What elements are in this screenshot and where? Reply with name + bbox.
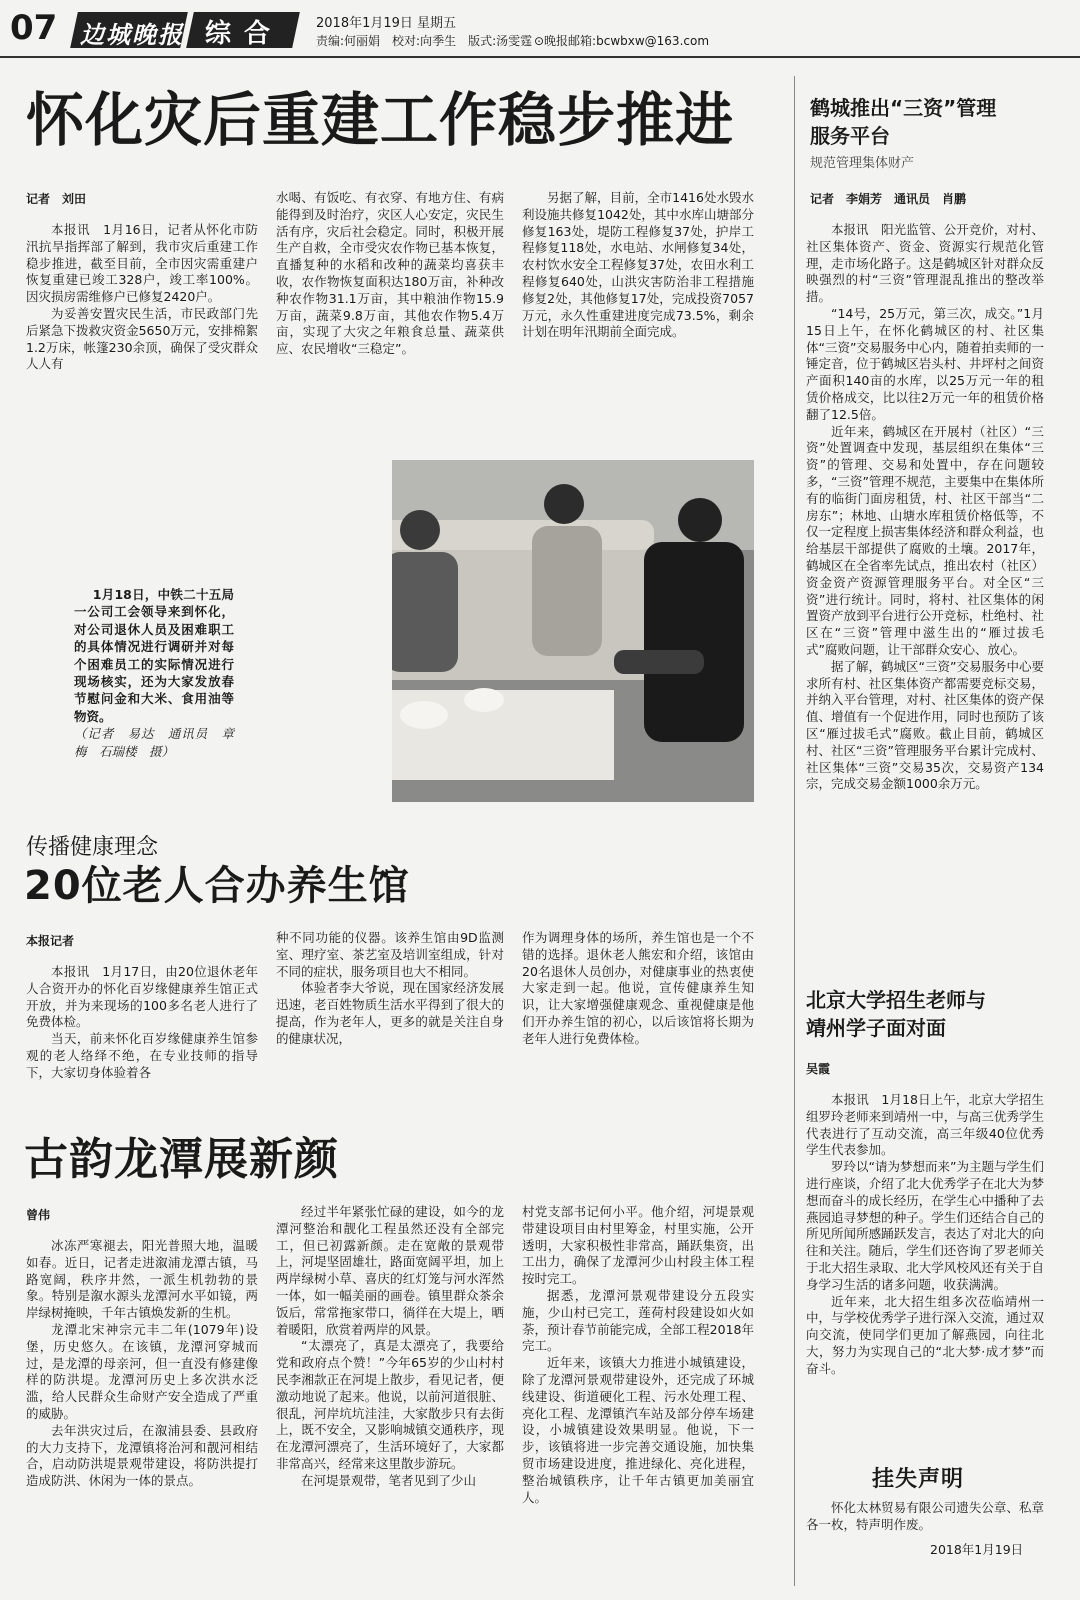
article3-col1-p2: 龙潭北宋神宗元丰二年(1079年)设堡，历史悠久。在该镇，龙潭河穿城而过，是龙潭的母亲河，但一直没有修建像样的防洪堤。龙潭河历史上多次洪水泛滥，给人民群众生命财产安全造成了严重的威胁。 — [26, 1321, 258, 1421]
notice-title: 挂失声明 — [872, 1467, 965, 1492]
article3-col1-p1: 冰冻严寒褪去，阳光普照大地，温暖如春。近日，记者走进溆浦龙潭古镇，马路宽阔，秩序井然，一派生机勃勃的景象。特别是溆水源头龙潭河水平如镜，两岸绿树掩映，千年古镇焕发新的生机。 — [26, 1238, 258, 1321]
article1-col1-p2: 为妥善安置灾民生活，市民政部门先后紧急下拨救灾资金5650万元，安排棉絮1.2万床，帐篷230余顶，确保了受灾群众人人有 — [26, 305, 258, 372]
article2-byline: 本报记者 — [26, 934, 75, 948]
article1-col3-p1: 另据了解，目前，全市1416处水毁水利设施共修复1042处，其中水库山塘部分修复163处，堤防工程修复37处，护岸工程修复118处，水电站、水闸修复34处，农村饮水安全工程修复37处，农田水利工程修复640处，山洪灾害防治非工程措施修复2处，其他修复17处，完成投资7057万元，永久性重建进度完成73.5%，剩余计划在明年汛期前全面完成。 — [522, 190, 754, 340]
article3-headline: 古韵龙潭展新颜 — [24, 1134, 339, 1185]
sidebar1-p3: 近年来，鹤城区在开展村（社区）“三资”处置调查中发现，基层组织在集体“三资”的管理、交易和处置中，存在问题较多，“三资”管理不规范，主要集中在集体所有的临街门面房租赁，村、社区干部当“二房东”；林地、山塘水库租赁价格低等，不仅一定程度上损害集体经济和群众利益，也给基层干部提供了腐败的土壤。2017年，鹤城区在全省率先试点，推出农村（社区）资金资产资源管理服务平台。对全区“三资”进行统计。同时，将村、社区集体的闲置资产放到平台进行公开竞标，杜绝村、社区在“三资”管理中滋生出的“雁过拔毛式”腐败问题，让干部群众安心、放心。 — [806, 423, 1044, 657]
article1-headline: 怀化灾后重建工作稳步推进 — [26, 86, 735, 154]
article3-col1-p3: 去年洪灾过后，在溆浦县委、县政府的大力支持下，龙潭镇将治河和靓河相结合，启动防洪堤景观带建设，将防洪提打造成防洪、休闲为一体的景点。 — [26, 1422, 258, 1489]
paper-name: 边城晚报 — [80, 20, 184, 49]
article1-col2 — [276, 190, 504, 358]
photo-caption — [74, 586, 234, 760]
article2-col1-p1: 本报讯 1月17日，由20位退休老年人合资开办的怀化百岁缘健康养生馆正式开放，并为来现场的100多名老人进行了免费体检。 — [26, 964, 258, 1030]
article2-col1-p2: 当天，前来怀化百岁缘健康养生馆参观的老人络绎不绝，在专业技师的指导下，大家切身体验着各 — [26, 1031, 258, 1080]
sidebar2-headline: 北京大学招生老师与靖州学子面对面 — [806, 988, 986, 1040]
news-photo — [234, 460, 754, 802]
notice-date: 2018年1月19日 — [930, 1542, 1024, 1557]
issue-date: 2018年1月19日 星期五 — [316, 16, 457, 31]
sidebar2-body — [806, 1092, 1044, 1378]
article2-col2-p1: 种不同功能的仪器。该养生馆由9D监测室、理疗室、茶艺室及培训室组成，针对不同的症状，服务项目也大不相同。 — [276, 930, 504, 979]
article3-col2-p2: “太漂亮了，真是太漂亮了，我要给党和政府点个赞！”今年65岁的少山村村民李湘款正在河堤上散步，看见记者，便激动地说了起来。他说，以前河道很脏、很乱，河岸坑坑洼洼，大家散步只有去街上，既不安全，又影响城镇交通秩序，现在龙潭河漂亮了，生活环境好了，大家都非常高兴，经常来这里散步游玩。 — [276, 1338, 504, 1471]
sidebar-divider — [794, 76, 795, 1586]
section-label: 综 合 — [205, 19, 273, 49]
article3-col3-p3: 近年来，该镇大力推进小城镇建设，除了龙潭河景观带建设外，还完成了环城线建设、街道硬化工程、污水处理工程、亮化工程、龙潭镇汽车站及部分停车场建设，小城镇建设效果明显。他说，下一步，该镇将进一步完善交通设施，加快集贸市场建设进度，推进绿化、亮化进程，整治城镇秩序，让千年古镇更加美丽宜人。 — [522, 1355, 754, 1505]
sidebar2-byline: 吴霞 — [806, 1062, 831, 1076]
masthead-rule — [0, 56, 1080, 58]
masthead — [0, 0, 1080, 56]
article1-col1-p1: 本报讯 1月16日，记者从怀化市防汛抗旱指挥部了解到，我市灾后重建工作稳步推进，截至目前，全市因灾需重建户恢复重建已竣工328户，竣工率100%。因灾损房需维修户已修复2420户。 — [26, 222, 258, 305]
sidebar1-headline: 鹤城推出“三资”管理服务平台 — [810, 96, 997, 148]
sidebar1-p4: 据了解，鹤城区“三资”交易服务中心要求所有村、社区集体资产都需要竞标交易，并纳入平台管理，对村、社区集体的资产保值、增值有一个促进作用，同时也预防了该区“雁过拔毛式”腐败。截止目前，鹤城区村、社区“三资”管理服务平台累计完成村、社区集体“三资”交易35次，交易资产134宗，完成交易金额1000余万元。 — [806, 658, 1044, 792]
article2-col2-p2: 体验者李大爷说，现在国家经济发展迅速，老百姓物质生活水平得到了很大的提高，作为老年人，更多的就是关注自身的健康状况， — [276, 980, 504, 1046]
sidebar2-p2: 罗玲以“请为梦想而来”为主题与学生们进行座谈，介绍了北大优秀学子在北大为梦想而奋斗的成长经历，在学生心中播种了去燕园追寻梦想的种子。学生们还结合自己的所见所闻所感踊跃发言，表达了对北大的向往和关注。随后，学生们还咨询了罗老师关于北大招生录取、北大学风校风还有关于自身学习生活的诸多问题，收获满满。 — [806, 1159, 1044, 1292]
editor-credits: 责编:何丽娟 校对:向季生 版式:汤雯霆 — [316, 34, 533, 48]
article2-col3-p1: 作为调理身体的场所，养生馆也是一个不错的选择。退休老人熊宏和介绍，该馆由20名退休人员创办，对健康事业的热衷使大家走到一起。他说，宣传健康养生知识，让大家增强健康观念、重视健康是他们开办养生馆的初心，以后该馆将长期为老年人进行免费体检。 — [522, 930, 754, 1046]
article3-byline: 曾伟 — [26, 1208, 51, 1222]
article3-col1 — [26, 1238, 258, 1490]
sidebar1-body — [806, 222, 1044, 793]
article3-col3 — [522, 1204, 754, 1506]
article1-col3 — [522, 190, 754, 341]
article1-col1 — [26, 222, 258, 373]
photo-caption-panel — [234, 460, 392, 802]
article2-headline: 20位老人合办养生馆 — [24, 863, 410, 909]
article3-col3-p2: 据悉，龙潭河景观带建设分五段实施，少山村已完工，莲荷村段建设如火如荼，预计春节前能完成，全部工程2018年完工。 — [522, 1287, 754, 1354]
article2-col2 — [276, 930, 504, 1048]
photo-caption-text: 1月18日，中铁二十五局一公司工会领导来到怀化，对公司退休人员及困难职工的具体情况进行调研并对每个困难员工的实际情况进行现场核实，还为大家发放春节慰问金和大米、食用油等物资。 — [74, 587, 234, 724]
article1-byline: 记者 刘田 — [26, 192, 87, 206]
sidebar1-subhead: 规范管理集体财产 — [810, 156, 915, 171]
article2-col3 — [522, 930, 754, 1048]
article2-col1 — [26, 964, 258, 1082]
page-number: 07 — [10, 8, 58, 48]
article3-col2 — [276, 1204, 504, 1490]
sidebar1-byline: 记者 李娟芳 通讯员 肖鹏 — [810, 192, 967, 206]
article3-col3-p1: 村党支部书记何小平。他介绍，河堤景观带建设项目由村里筹金，村里实施，公开透明，大家积极性非常高，踊跃集资，出工出力，确保了龙潭河少山村段主体工程按时完工。 — [522, 1204, 754, 1287]
notice-body — [806, 1500, 1044, 1534]
article1-col2-p1: 水喝、有饭吃、有衣穿、有地方住、有病能得到及时治疗，灾区人心安定，灾民生活有序，灾后社会稳定。同时，积极开展生产自救，全市受灾农作物已基本恢复，直播复种的水稻和改种的蔬菜均喜获丰收，农作物恢复面积达180万亩，补种改种农作物31.1万亩，其中粮油作物15.9万亩，蔬菜9.8万亩，其他农作物5.4万亩，实现了大灾之年粮食总量、蔬菜供应、农民增收“三稳定”。 — [276, 190, 504, 357]
article3-col2-p3: 在河堤景观带，笔者见到了少山 — [301, 1472, 477, 1488]
article2-kicker: 传播健康理念 — [26, 835, 159, 860]
sidebar1-p1: 本报讯 阳光监管、公开竞价，对村、社区集体资产、资金、资源实行规范化管理，走市场化路子。这是鹤城区针对群众反映强烈的村“三资”管理混乱推出的整改举措。 — [806, 222, 1044, 305]
notice-text: 怀化太林贸易有限公司遗失公章、私章各一枚，特声明作废。 — [806, 1500, 1044, 1532]
sidebar2-p3: 近年来，北大招生组多次莅临靖州一中，与学校优秀学子进行深入交流，通过双向交流，使同学们更加了解燕园，向往北大，努力为实现自己的“北大梦·成才梦”而奋斗。 — [806, 1293, 1044, 1376]
sidebar2-p1: 本报讯 1月18日上午，北京大学招生组罗玲老师来到靖州一中，与高三优秀学生代表进行了互动交流，高三年级40位优秀学生代表参加。 — [806, 1092, 1044, 1158]
sidebar1-p2: “14号，25万元，第三次，成交。”1月15日上午，在怀化鹤城区的村、社区集体“三资”交易服务中心内，随着拍卖师的一锤定音，位于鹤城区岩头村、井坪村之间资产面积140亩的水库，以25万元一年的租赁价格成交，比以往2万元一年的租赁价格翻了12.5倍。 — [806, 305, 1044, 422]
photo-credit: （记者 易达 通讯员 章梅 石瑞楼 摄） — [74, 726, 234, 759]
article3-col2-p1: 经过半年紧张忙碌的建设，如今的龙潭河整治和靓化工程虽然还没有全部完工，但已初露新颜。走在宽敞的景观带上，河堤坚固雄壮，路面宽阔平坦，加上两岸绿树小草、喜庆的红灯笼与河水浑然一体，如一幅美丽的画卷。镇里群众茶余饭后，常常拖家带口，徜徉在大堤上，晒着暖阳，欣赏着两岸的风景。 — [276, 1204, 504, 1337]
contact-email: ⊙晚报邮箱:bcwbxw@163.com — [534, 34, 710, 48]
